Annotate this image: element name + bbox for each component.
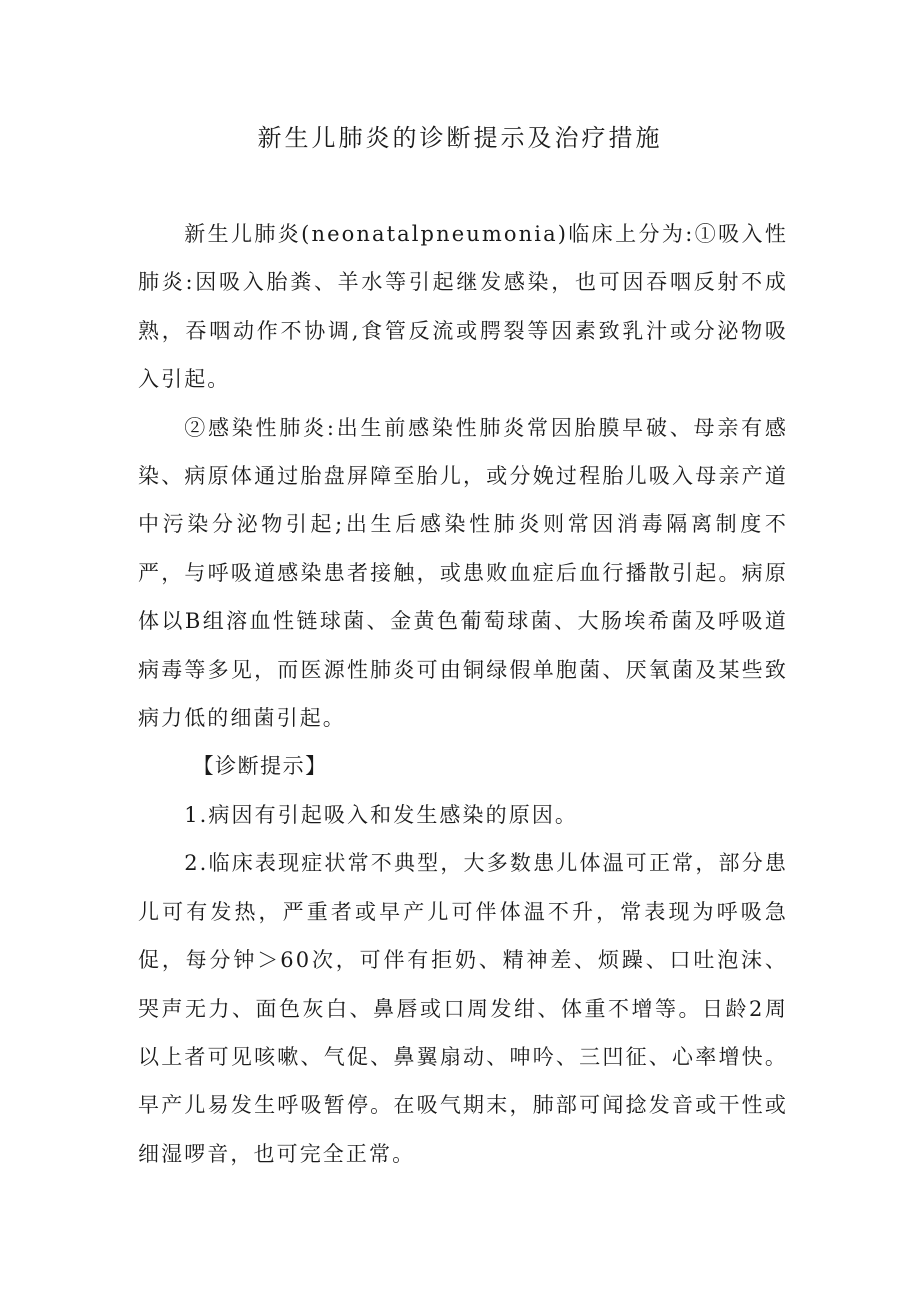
section-heading-diagnosis: 【诊断提示】: [192, 754, 328, 779]
document-body: [138, 210, 788, 1178]
paragraph-intro: 新生儿肺炎(neonatalpneumonia)临床上分为:①吸入性肺炎:因吸入胎粪、羊水等引起继发感染，也可因吞咽反射不成熟，吞咽动作不协调,食管反流或腭裂等因素致乳汁或分泌物吸入引起。: [138, 222, 788, 392]
paragraph-infectious-pneumonia: ②感染性肺炎:出生前感染性肺炎常因胎膜早破、母亲有感染、病原体通过胎盘屏障至胎儿，或分娩过程胎儿吸入母亲产道中污染分泌物引起;出生后感染性肺炎则常因消毒隔离制度不严，与呼吸道感染患者接触，或患败血症后血行播散引起。病原体以B组溶血性链球菌、金黄色葡萄球菌、大肠埃希菌及呼吸道病毒等多见，而医源性肺炎可由铜绿假单胞菌、厌氧菌及某些致病力低的细菌引起。: [138, 415, 788, 731]
diagnosis-item-1: 1.病因有引起吸入和发生感染的原因。: [184, 802, 579, 827]
diagnosis-item-2: 2.临床表现症状常不典型，大多数患儿体温可正常，部分患儿可有发热，严重者或早产儿可伴体温不升，常表现为呼吸急促，每分钟＞60次，可伴有拒奶、精神差、烦躁、口吐泡沫、哭声无力、面色灰白、鼻唇或口周发绀、体重不增等。日龄2周以上者可见咳嗽、气促、鼻翼扇动、呻吟、三凹征、心率增快。早产儿易发生呼吸暂停。在吸气期末，肺部可闻捻发音或干性或细湿啰音，也可完全正常。: [138, 851, 788, 1166]
document-title: 新生儿肺炎的诊断提示及治疗措施: [257, 124, 663, 152]
